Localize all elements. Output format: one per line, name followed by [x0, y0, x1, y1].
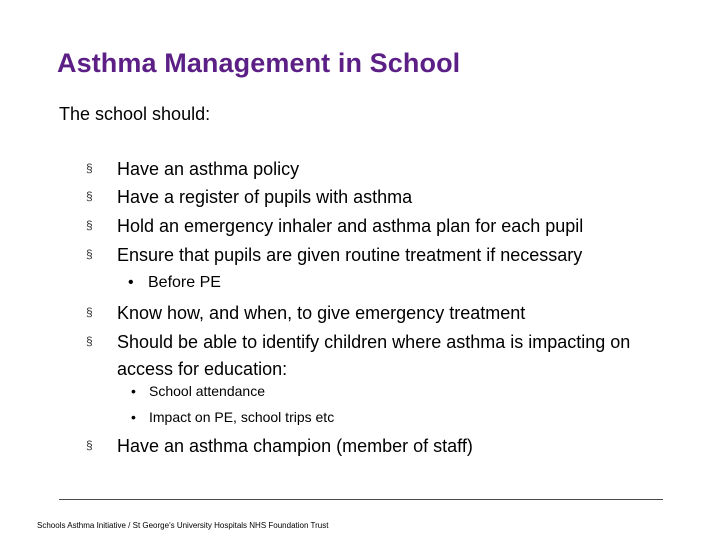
square-bullet-icon: §	[86, 161, 93, 175]
list-item: § Ensure that pupils are given routine treatment if necessary	[86, 245, 583, 265]
list-item: § Have an asthma policy	[86, 159, 300, 179]
intro-text: The school should:	[59, 104, 211, 124]
square-bullet-icon: §	[86, 247, 93, 261]
list-item: § Have an asthma champion (member of staff)	[86, 436, 473, 456]
list-item: § Hold an emergency inhaler and asthma plan for each pupil	[86, 216, 584, 236]
footer-divider	[59, 499, 663, 500]
footer-text: Schools Asthma Initiative / St George's University Hospitals NHS Foundation Trust	[37, 521, 329, 530]
list-item: § Have a register of pupils with asthma	[86, 187, 413, 207]
list-item: § Know how, and when, to give emergency treatment	[86, 303, 526, 323]
sub-list-item: • School attendance	[131, 383, 265, 399]
square-bullet-icon: §	[86, 218, 93, 232]
dot-bullet-icon: •	[131, 409, 136, 425]
list-item-continuation: access for education:	[117, 359, 288, 379]
square-bullet-icon: §	[86, 438, 93, 452]
slide-title: Asthma Management in School	[57, 48, 461, 78]
square-bullet-icon: §	[86, 334, 93, 348]
square-bullet-icon: §	[86, 305, 93, 319]
dot-bullet-icon: •	[128, 274, 134, 291]
list-item: § Should be able to identify children where asthma is impacting on	[86, 332, 631, 352]
dot-bullet-icon: •	[131, 383, 136, 399]
square-bullet-icon: §	[86, 189, 93, 203]
sub-list-item: • Before PE	[128, 274, 221, 291]
sub-list-item: • Impact on PE, school trips etc	[131, 409, 335, 425]
